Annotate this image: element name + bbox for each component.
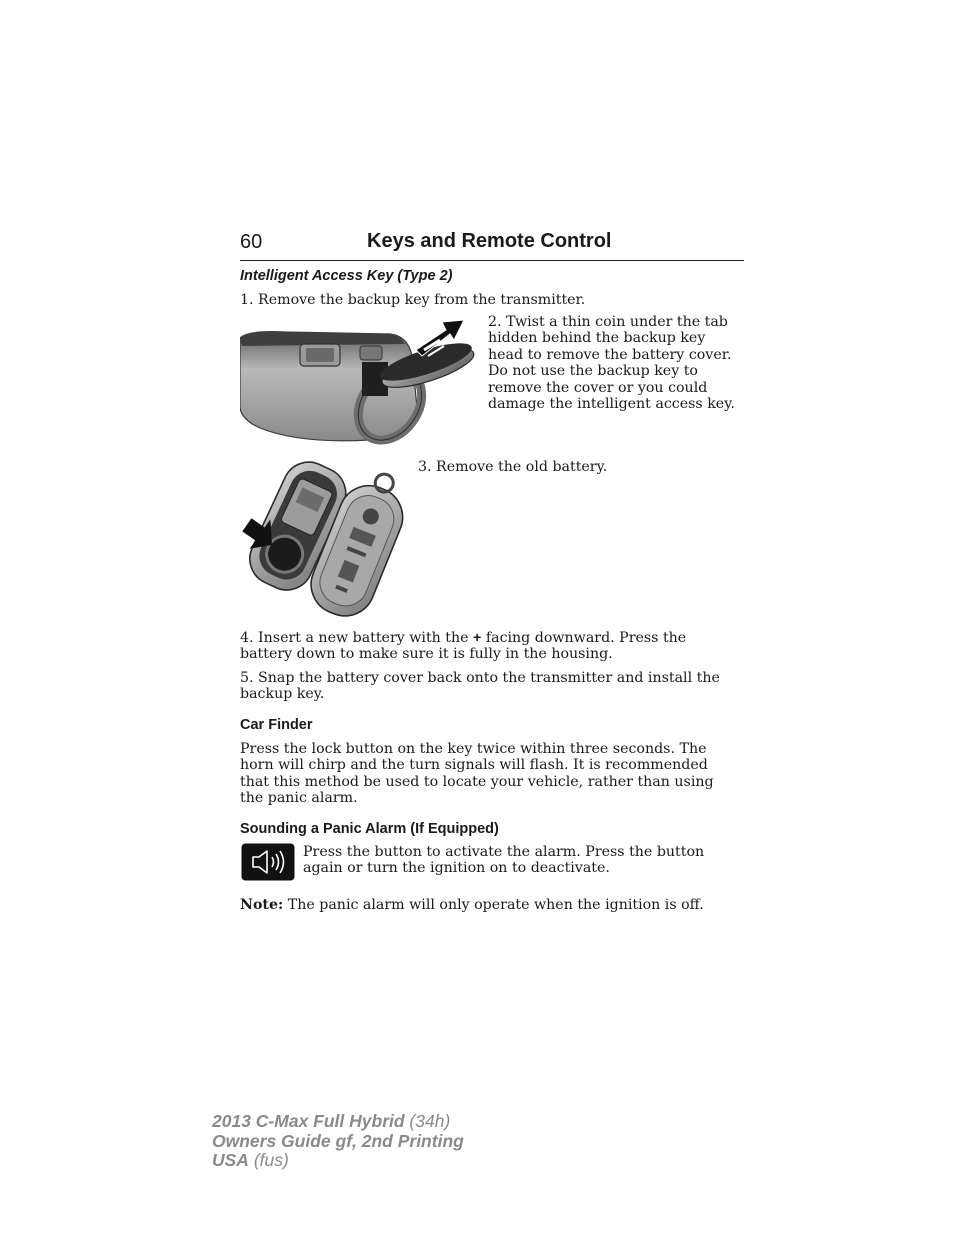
subheading-intelligent-access-key: Intelligent Access Key (Type 2) bbox=[240, 268, 453, 284]
step-5-text: 5. Snap the battery cover back onto the transmitter and install the backup key. bbox=[240, 670, 720, 703]
footer-line-model bbox=[212, 1112, 464, 1132]
step-4-text bbox=[240, 630, 740, 663]
subheading-car-finder: Car Finder bbox=[240, 717, 313, 733]
document-footer bbox=[212, 1112, 464, 1171]
step-4-text-start: 4. Insert a new battery with the bbox=[240, 630, 474, 646]
panic-alarm-text: Press the button to activate the alarm. Press the button again or turn the ignition on to deactivate. bbox=[303, 844, 705, 877]
footer-region: USA bbox=[212, 1150, 249, 1170]
step-4-text-end: facing downward. Press the battery down to make sure it is fully in the housing. bbox=[240, 630, 687, 663]
note-body: The panic alarm will only operate when the ignition is off. bbox=[283, 897, 704, 913]
footer-line-guide bbox=[212, 1132, 464, 1152]
note-text bbox=[240, 897, 740, 913]
page-number: 60 bbox=[240, 231, 263, 253]
subheading-panic-alarm: Sounding a Panic Alarm (If Equipped) bbox=[240, 821, 499, 837]
footer-model-code: (34h) bbox=[404, 1111, 451, 1131]
step-2-text: 2. Twist a thin coin under the tab hidden behind the backup key head to remove the battery cover. Do not use the backup key to remove the cover or you could damage the intelligent access key. bbox=[488, 314, 735, 413]
step-1-text: 1. Remove the backup key from the transmitter. bbox=[240, 292, 586, 308]
note-label: Note: bbox=[240, 897, 284, 913]
page-header bbox=[240, 229, 744, 261]
speaker-sound-icon bbox=[241, 843, 295, 881]
footer-guide: Owners Guide gf, 2nd Printing bbox=[212, 1130, 464, 1151]
car-finder-text: Press the lock button on the key twice within three seconds. The horn will chirp and the turn signals will flash. It is recommended that this method be used to locate your vehicle, rather than using the panic alarm. bbox=[240, 741, 714, 807]
section-title: Keys and Remote Control bbox=[367, 230, 612, 252]
plus-symbol: + bbox=[473, 630, 482, 646]
step-3-text: 3. Remove the old battery. bbox=[418, 459, 608, 475]
footer-model: 2013 C-Max Full Hybrid bbox=[212, 1111, 405, 1131]
footer-line-region bbox=[212, 1151, 464, 1171]
coin-battery-cover-illustration bbox=[240, 310, 484, 446]
battery-removal-illustration bbox=[240, 456, 412, 622]
footer-region-code: (fus) bbox=[248, 1150, 289, 1170]
